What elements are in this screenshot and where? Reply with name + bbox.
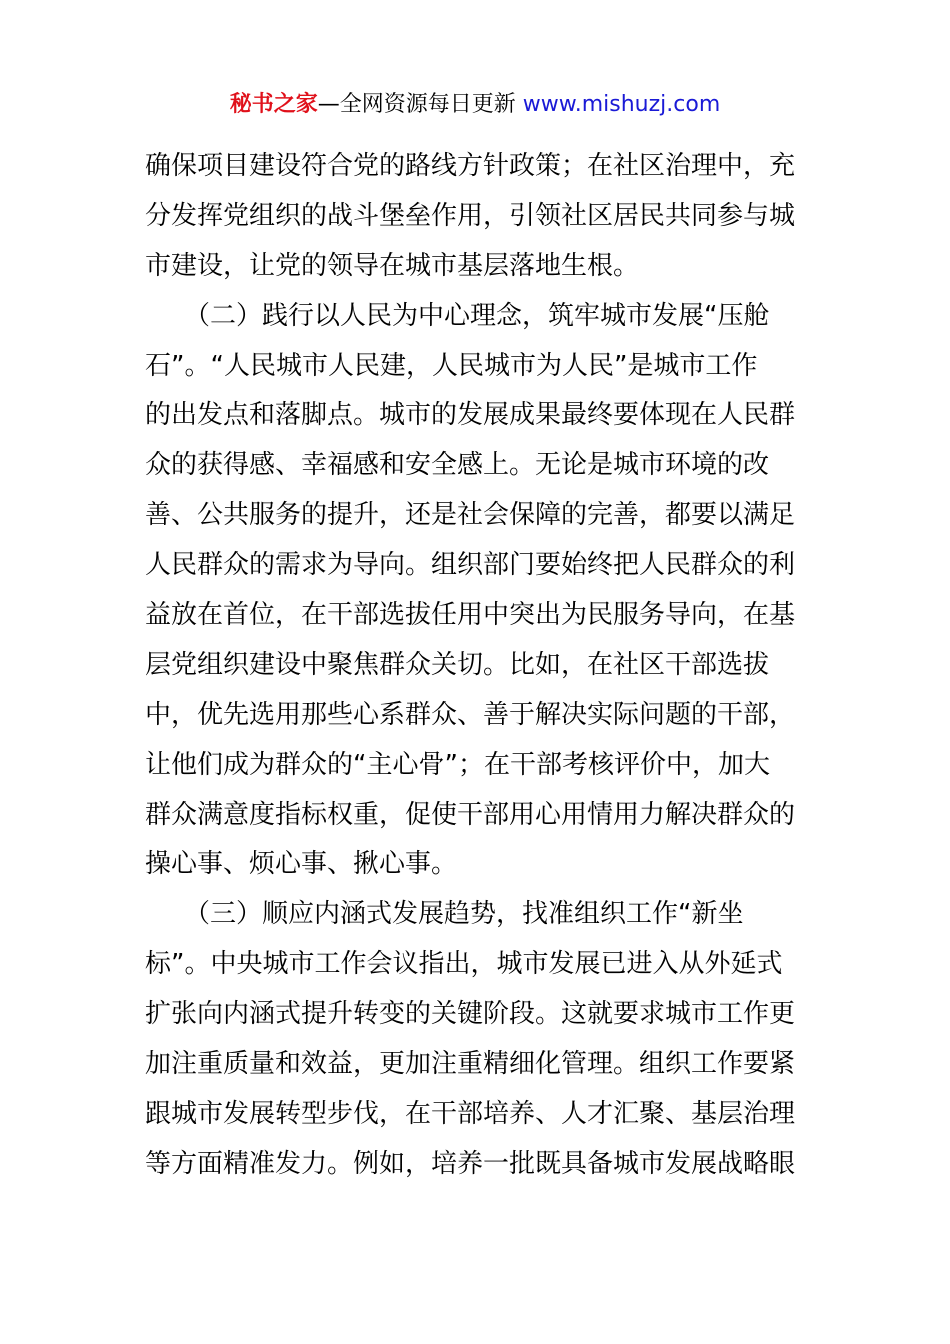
site-brand: 秘书之家 (229, 92, 318, 117)
text-line: 众的获得感、幸福感和安全感上。无论是城市环境的改 (145, 450, 770, 481)
text-line: 标”。中央城市工作会议指出，城市发展已进入从外延式 (145, 949, 783, 980)
section-heading-3: （三）顺应内涵式发展趋势，找准组织工作“新坐 (145, 899, 744, 930)
text-line: 市建设，让党的领导在城市基层落地生根。 (145, 250, 640, 281)
document-body (145, 142, 810, 1190)
text-line: 群众满意度指标权重，促使干部用心用情用力解决群众的 (145, 799, 796, 830)
text-line: 人民群众的需求为导向。组织部门要始终把人民群众的利 (145, 550, 796, 581)
text-line: 跟城市发展转型步伐，在干部培养、人才汇聚、基层治理 (145, 1098, 796, 1129)
document-header (0, 88, 950, 122)
section-heading-2: （二）践行以人民为中心理念，筑牢城市发展“压舱 (145, 300, 770, 331)
site-tagline: —全网资源每日更新 (317, 92, 523, 117)
text-line: 益放在首位，在干部选拔任用中突出为民服务导向，在基 (145, 600, 796, 631)
text-line: 确保项目建设符合党的路线方针政策；在社区治理中，充 (145, 151, 796, 181)
text-line: 分发挥党组织的战斗堡垒作用，引领社区居民共同参与城 (145, 200, 796, 231)
text-line: 扩张向内涵式提升转变的关键阶段。这就要求城市工作更 (145, 999, 796, 1030)
text-line: 善、公共服务的提升，还是社会保障的完善，都要以满足 (145, 500, 796, 531)
text-line: 的出发点和落脚点。城市的发展成果最终要体现在人民群 (145, 400, 796, 431)
text-line: 加注重质量和效益，更加注重精细化管理。组织工作要紧 (145, 1049, 796, 1080)
site-url-link[interactable]: www.mishuzj.com (522, 92, 721, 117)
text-line: 石”。“人民城市人民建，人民城市为人民”是城市工作 (145, 350, 758, 381)
text-line: 中，优先选用那些心系群众、善于解决实际问题的干部， (145, 699, 796, 730)
text-line: 层党组织建设中聚焦群众关切。比如，在社区干部选拔 (145, 649, 770, 680)
text-line: 让他们成为群众的“主心骨”；在干部考核评价中，加大 (145, 749, 770, 780)
text-line: 等方面精准发力。例如，培养一批既具备城市发展战略眼 (145, 1148, 796, 1179)
text-line: 操心事、烦心事、揪心事。 (145, 849, 458, 880)
